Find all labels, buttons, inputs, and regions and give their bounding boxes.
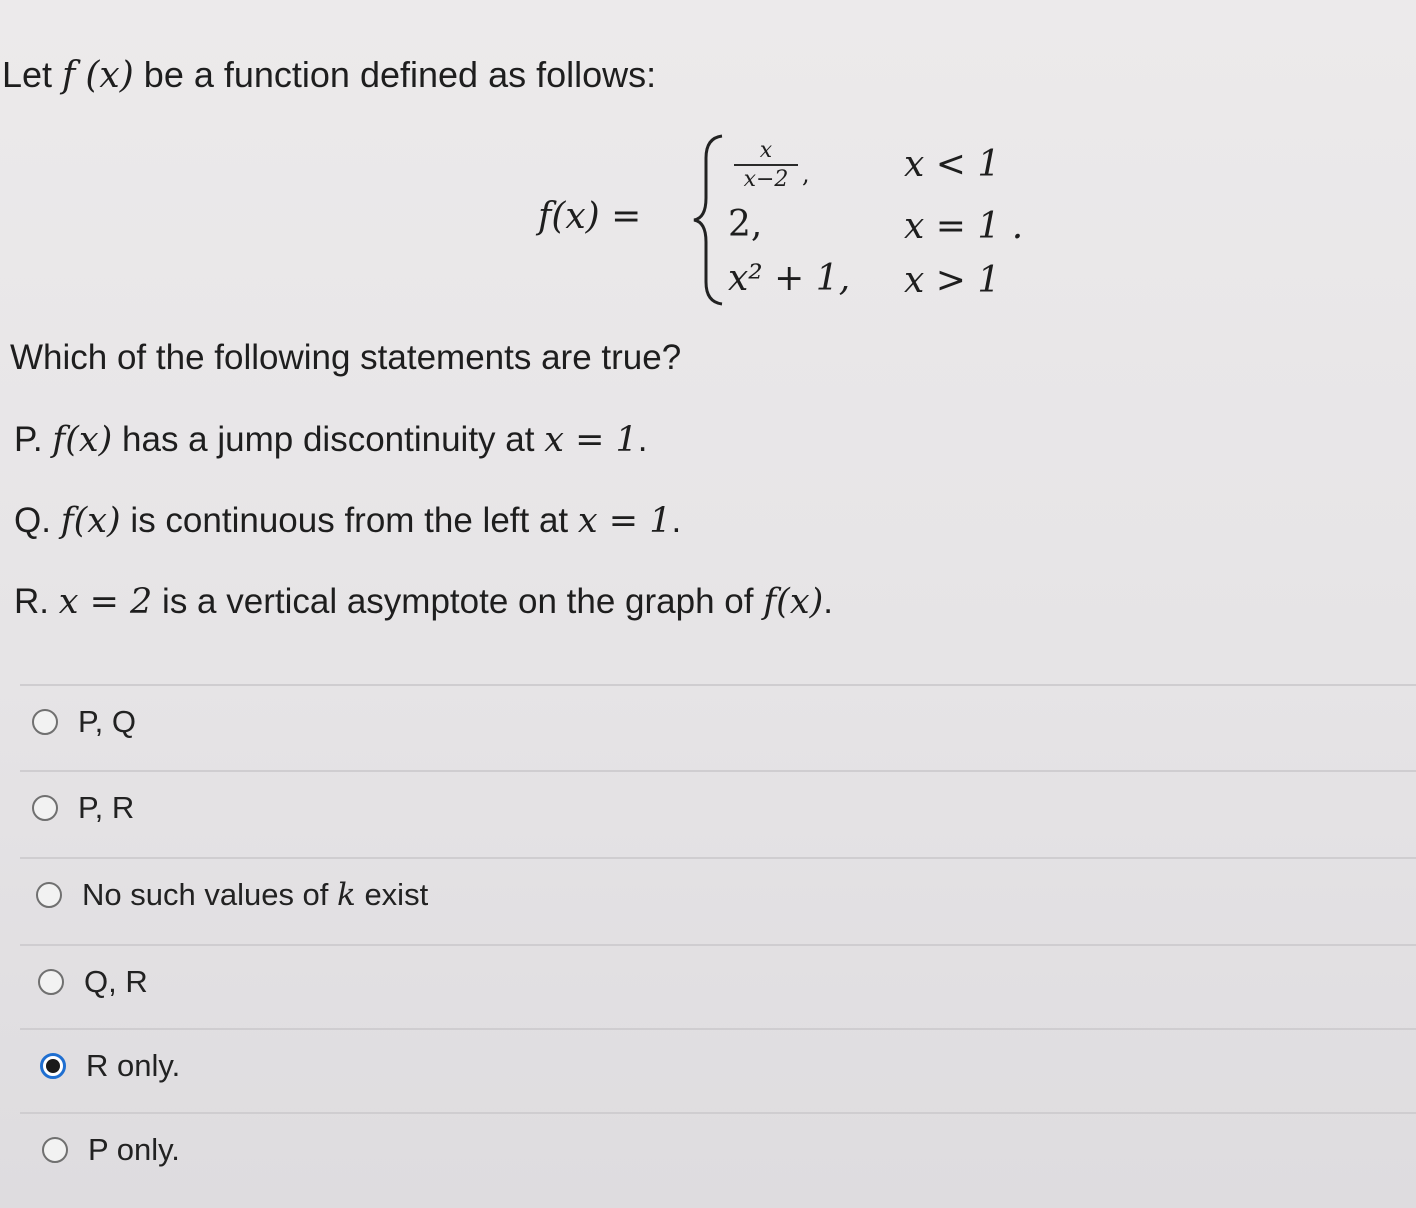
question-intro [2,50,656,101]
piece1-numerator: x [734,138,798,166]
condition2: x = 1 . [904,206,1024,247]
divider [20,944,1416,946]
divider [20,770,1416,772]
radio-button[interactable] [38,969,64,995]
option-p-only[interactable] [42,1126,180,1174]
piece1-denominator: x−2 [743,167,789,192]
option-label: Q, R [84,964,148,999]
left-brace-icon [688,132,728,308]
divider [20,684,1416,686]
radio-button[interactable] [36,882,62,908]
intro-text-end: be a function defined as follows: [133,54,657,95]
piece3: x² + 1, [728,258,851,299]
function-arg: (x) [85,55,134,96]
radio-button[interactable] [32,709,58,735]
piece1-fraction [734,138,798,194]
intro-text: Let [2,54,63,95]
statement-q: Q. f(x) is continuous from the left at x = 1. [14,501,682,541]
option-label: R only. [86,1048,181,1083]
option-q-r[interactable] [38,958,148,1006]
piece1-comma: , [802,160,810,188]
statement-r: R. x = 2 is a vertical asymptote on the graph of f(x). [14,582,833,622]
option-label: P only. [88,1132,180,1167]
condition1: x < 1 [904,144,1001,185]
radio-button[interactable] [42,1137,68,1163]
divider [20,857,1416,859]
option-label: P, Q [78,704,137,739]
option-r-only[interactable] [40,1042,180,1090]
divider [20,1112,1416,1114]
condition3: x > 1 [904,260,1001,301]
function-name: f [62,55,76,96]
question-text: Which of the following statements are true? [10,338,682,377]
option-label: No such values of k exist [82,877,429,913]
piecewise-definition [538,130,1058,310]
radio-button-selected[interactable] [40,1053,66,1079]
option-p-r[interactable] [32,784,134,832]
option-no-such-values[interactable] [36,871,428,919]
option-label: P, R [78,790,135,825]
radio-button[interactable] [32,795,58,821]
option-p-q[interactable] [32,698,136,746]
divider [20,1028,1416,1030]
piece2: 2, [728,204,763,245]
definition-lhs: f(x) = [538,196,642,237]
statement-p: P. f(x) has a jump discontinuity at x = 1. [14,420,648,460]
